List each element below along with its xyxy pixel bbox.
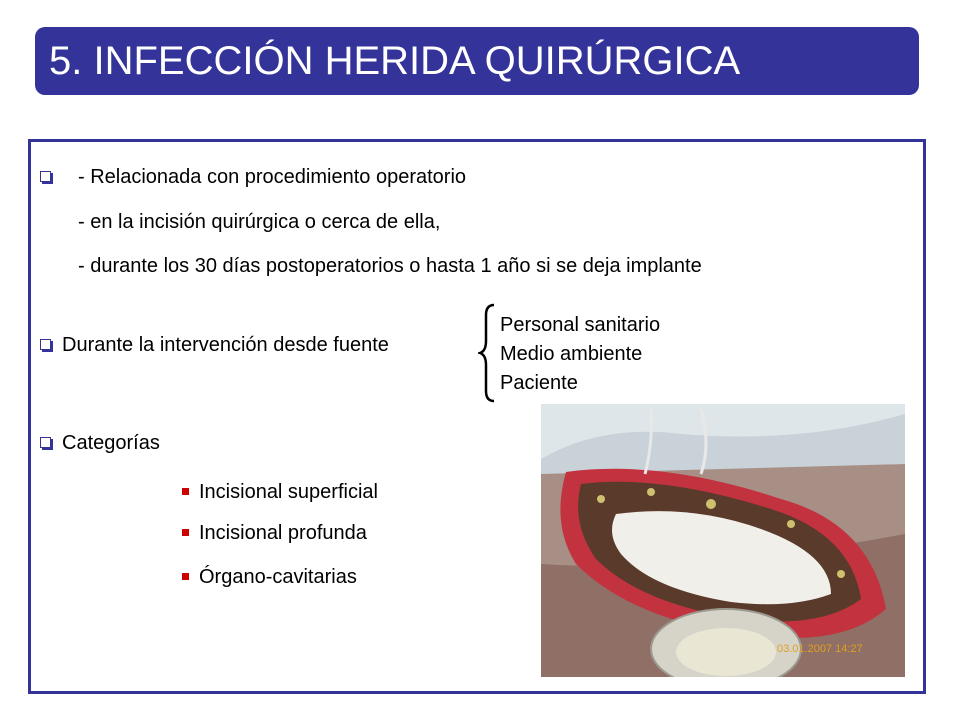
sub-line-duration: - durante los 30 días postoperatorios o hasta 1 año si se deja implante [78,255,702,277]
sub-line-incision: - en la incisión quirúrgica o cerca de ella, [78,211,441,233]
source-item: Personal sanitario [500,314,661,336]
bullet-categories: Categorías [62,432,160,454]
square-bullet-icon [182,573,189,580]
square-bullet-icon [182,529,189,536]
category-item: Órgano-cavitarias [199,566,357,588]
slide-title: 5. INFECCIÓN HERIDA QUIRÚRGICA [49,39,741,83]
square-bullet-icon [182,488,189,495]
curly-brace-icon [478,303,498,403]
checkbox-bullet-icon [40,171,51,182]
checkbox-bullet-icon [40,339,51,350]
source-item: Medio ambiente [500,343,643,365]
bullet-intervention: Durante la intervención desde fuente [62,334,389,356]
bullet-procedure: - Relacionada con procedimiento operatorio [78,166,467,188]
surgical-wound-photo [541,404,905,677]
photo-timestamp: 03.01.2007 14:27 [777,643,863,655]
checkbox-bullet-icon [40,437,51,448]
category-item: Incisional profunda [199,522,367,544]
category-item: Incisional superficial [199,481,378,503]
source-item: Paciente [500,372,578,394]
title-bar [35,27,919,95]
